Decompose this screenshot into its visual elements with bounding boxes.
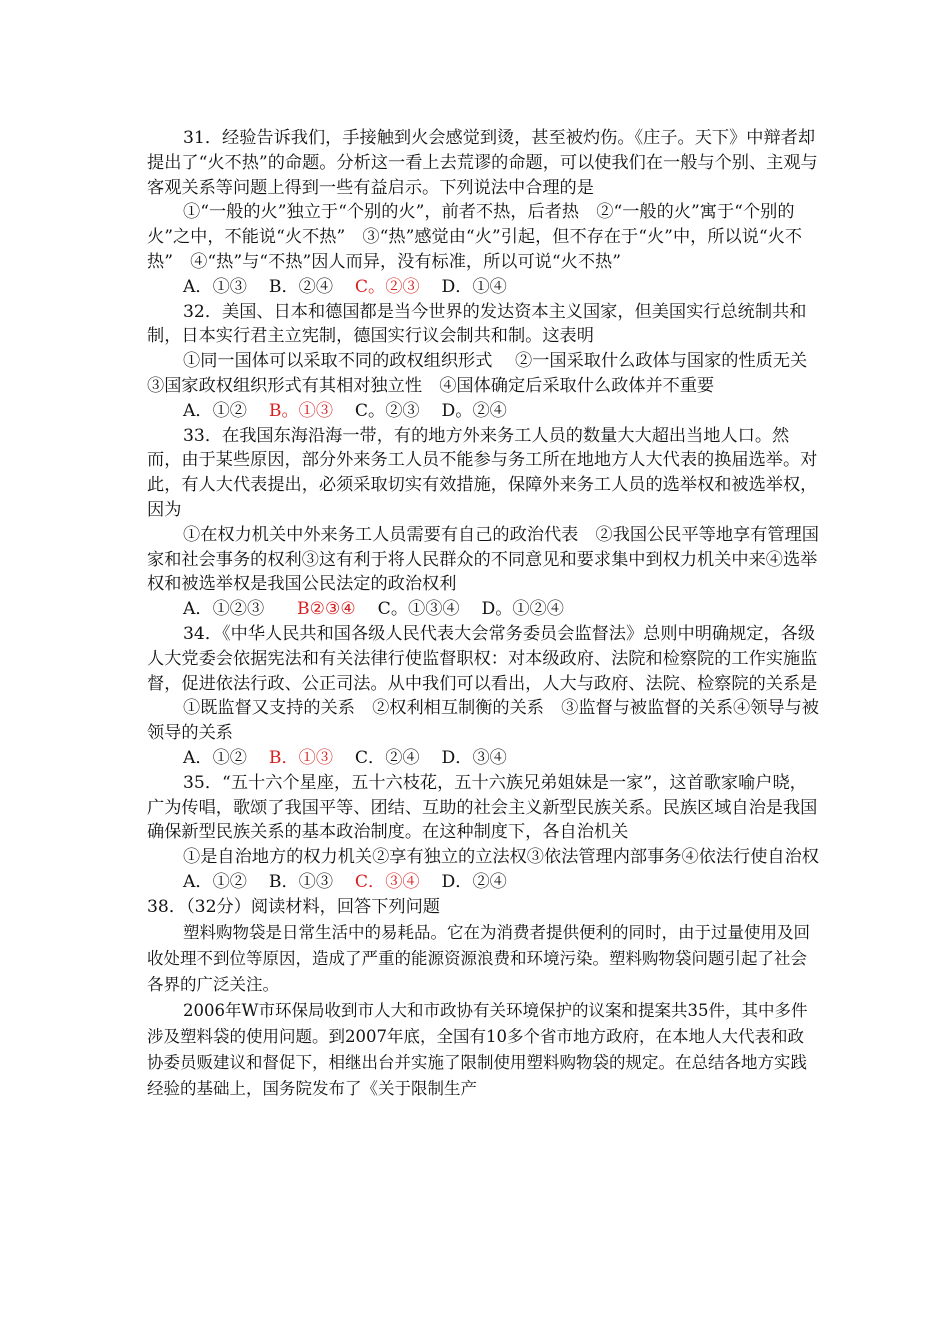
option-c-answer: C．③④ — [354, 871, 420, 892]
exam-page — [147, 126, 825, 1102]
question-35-stem: 35．“五十六个星座，五十六枝花，五十六族兄弟姐妹是一家”，这首歌家喻户晓，广为传唱，歌颂了我国平等、团结、互助的社会主义新型民族关系。民族区域自治是我国确保新型民族关系的基本政治制度。在这种制度下，各自治机关 — [147, 772, 818, 843]
option-b-answer: B。①③ — [268, 400, 334, 421]
option-d: D．①④ — [441, 276, 507, 297]
option-d: D。②④ — [441, 400, 507, 421]
option-c: C。②③ — [354, 400, 420, 421]
option-c: C。①③④ — [377, 599, 460, 620]
option-b: B．②④ — [268, 276, 334, 297]
option-a: A．①③ — [183, 276, 247, 297]
question-35-options — [147, 870, 819, 895]
question-34-statements: ①既监督又支持的关系 ②权利相互制衡的关系 ③监督与被监督的关系④领导与被领导的关系 — [147, 698, 819, 744]
option-b-answer: B②③④ — [296, 599, 356, 620]
question-38-material-2: 2006年W市环保局收到市人大和市政协有关环境保护的议案和提案共35件，其中多件涉及塑料袋的使用问题。到2007年底，全国有10多个省市地方政府，在本地人大代表和政协委员贩建议和督促下，相继出台并实施了限制使用塑料购物袋的规定。在总结各地方实践经验的基础上，国务院发布了《关于限制生产 — [147, 1000, 808, 1098]
option-d: D。①②④ — [481, 599, 564, 620]
option-b: B．①③ — [268, 871, 334, 892]
question-31-options — [147, 275, 819, 300]
option-a: A．①②③ — [183, 599, 265, 620]
question-33-stem: 33．在我国东海沿海一带，有的地方外来务工人员的数量大大超出当地人口。然而，由于某些原因，部分外来务工人员不能参与务工所在地地方人大代表的换届选举。对此，有人大代表提出，必须采取切实有效措施，保障外来务工人员的选举权和被选举权，因为 — [147, 425, 818, 520]
option-a: A．①② — [183, 400, 247, 421]
question-35-statements: ①是自治地方的权力机关②享有独立的立法权③依法管理内部事务④依法行使自治权 — [183, 847, 819, 868]
question-32-stem: 32．美国、日本和德国都是当今世界的发达资本主义国家，但美国实行总统制共和制，日本实行君主立宪制，德国实行议会制共和制。这表明 — [147, 301, 807, 347]
question-33-statements: ①在权力机关中外来务工人员需要有自己的政治代表 ②我国公民平等地享有管理国家和社会事务的权利③这有利于将人民群众的不同意见和要求集中到权力机关中来④选举权和被选举权是我国公民法定的政治权利 — [147, 524, 819, 595]
question-34-stem: 34．《中华人民共和国各级人民代表大会常务委员会监督法》总则中明确规定，各级人大党委会依据宪法和有关法律行使监督职权：对本级政府、法院和检察院的工作实施监督，促进依法行政、公正司法。从中我们可以看出，人大与政府、法院、检察院的关系是 — [147, 623, 818, 694]
option-a: A．①② — [183, 747, 247, 768]
question-32-statements: ①同一国体可以采取不同的政权组织形式 ②一国采取什么政体与国家的性质无关 ③国家政权组织形式有其相对独立性 ④国体确定后采取什么政体并不重要 — [147, 351, 825, 396]
option-b-answer: B．①③ — [268, 747, 334, 768]
question-33-options — [147, 597, 819, 622]
question-31-statements: ①“一般的火”独立于“个别的火”，前者不热，后者热 ②“一般的火”寓于“个别的火”之中，不能说“火不热” ③“热”感觉由“火”引起，但不存在于“火”中，所以说“火不热” ④“热”与“不热”因人而异，没有标准，所以可说“火不热” — [147, 202, 803, 272]
question-38-material-1: 塑料购物袋是日常生活中的易耗品。它在为消费者提供便利的同时，由于过量使用及回收处理不到位等原因，造成了严重的能源资源浪费和环境污染。塑料购物袋问题引起了社会各界的广泛关注。 — [147, 922, 810, 994]
option-c: C．②④ — [354, 747, 420, 768]
option-d: D．②④ — [441, 871, 507, 892]
question-38-heading: 38．（32分）阅读材料，回答下列问题 — [147, 896, 440, 917]
question-34-options — [147, 746, 819, 771]
question-32-options — [147, 399, 819, 424]
option-c-answer: C。②③ — [354, 276, 420, 297]
option-a: A．①② — [183, 871, 247, 892]
option-d: D．③④ — [441, 747, 507, 768]
question-31-stem: 31．经验告诉我们，手接触到火会感觉到烫，甚至被灼伤。《庄子。天下》中辩者却提出了“火不热”的命题。分析这一看上去荒谬的命题，可以使我们在一般与个别、主观与客观关系等问题上得到一些有益启示。下列说法中合理的是 — [147, 128, 818, 198]
